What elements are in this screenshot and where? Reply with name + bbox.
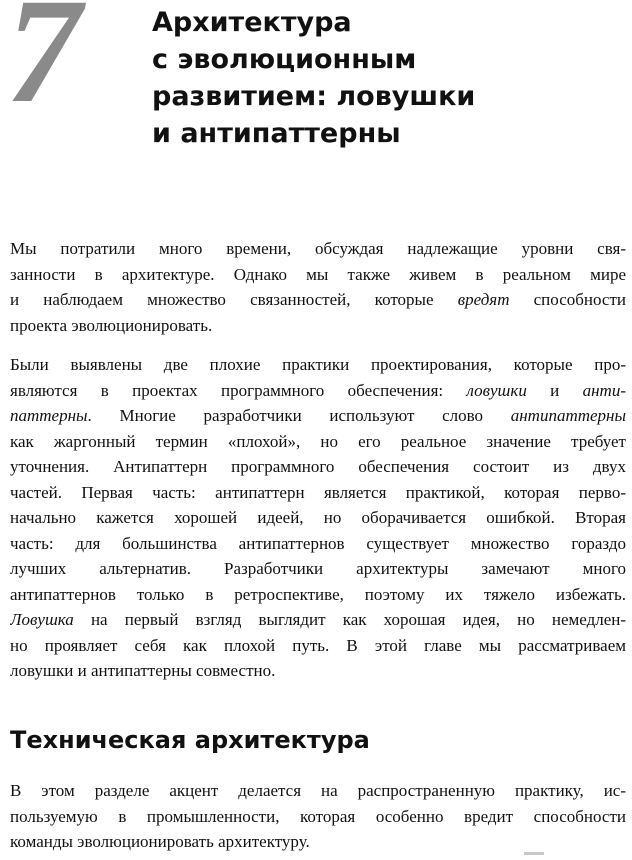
page-corner-mark bbox=[524, 852, 544, 855]
text-line: и наблюдаем множество связанностей, которые вредят способности bbox=[10, 290, 626, 309]
text-line: паттерны. Многие разработчики используют слово антипаттерны bbox=[10, 406, 626, 425]
text-line: команды эволюционировать архитектуру. bbox=[10, 832, 310, 851]
chapter-title-line: и антипаттерны bbox=[152, 118, 401, 149]
emphasis: антипаттерны bbox=[510, 406, 626, 425]
chapter-title-line: с эволюционным bbox=[152, 44, 417, 75]
text-line: пользуемую в промышленности, которая особенно вредит способности bbox=[10, 806, 626, 826]
emphasis: вредят bbox=[457, 290, 510, 309]
text-line: Мы потратили много времени, обсуждая надлежащие уровни свя- bbox=[10, 239, 626, 258]
text-line: уточнения. Антипаттерн программного обеспечения состоит из двух bbox=[10, 457, 626, 476]
emphasis: Ловушка bbox=[10, 610, 74, 629]
text-line: Ловушка на первый взгляд выглядит как хорошая идея, но немедлен- bbox=[10, 610, 626, 629]
text-line: антипаттернов только в ретроспективе, поэтому их тяжело избежать. bbox=[10, 584, 626, 604]
text-line: проекта эволюционировать. bbox=[10, 315, 213, 335]
text-line: Были выявлены две плохие практики проектирования, которые про- bbox=[10, 355, 626, 374]
emphasis: анти- bbox=[582, 380, 626, 400]
text-line: ловушки и антипаттерны совместно. bbox=[10, 661, 276, 680]
emphasis: ловушки bbox=[466, 380, 527, 400]
text-line: часть: для большинства антипаттернов существует множество гораздо bbox=[10, 533, 626, 553]
antipatterns-paragraph bbox=[10, 352, 626, 684]
text-line: начально кажется хорошей идеей, но оборачивается ошибкой. Вторая bbox=[10, 508, 626, 527]
chapter-title bbox=[152, 4, 622, 152]
text-line: но проявляет себя как плохой путь. В этой главе мы рассматриваем bbox=[10, 635, 626, 655]
text-line: как жаргонный термин «плохой», но его реальное значение требует bbox=[10, 431, 626, 451]
emphasis: паттерны bbox=[10, 406, 88, 425]
chapter-number: 7 bbox=[6, 0, 77, 134]
chapter-title-line: Архитектура bbox=[152, 7, 352, 38]
intro-paragraph bbox=[10, 236, 626, 338]
section-paragraph bbox=[10, 778, 626, 855]
text-line: частей. Первая часть: антипаттерн является практикой, которая перво- bbox=[10, 482, 626, 502]
text-line: В этом разделе акцент делается на распространенную практику, ис- bbox=[10, 781, 626, 800]
text-line: лучших альтернатив. Разработчики архитектуры замечают много bbox=[10, 559, 626, 578]
text-line: являются в проектах программного обеспечения: ловушки и анти- bbox=[10, 380, 626, 400]
chapter-title-line: развитием: ловушки bbox=[152, 81, 476, 112]
text-line: занности в архитектуре. Однако мы также живем в реальном мире bbox=[10, 264, 626, 284]
section-heading: Техническая архитектура bbox=[10, 726, 370, 754]
